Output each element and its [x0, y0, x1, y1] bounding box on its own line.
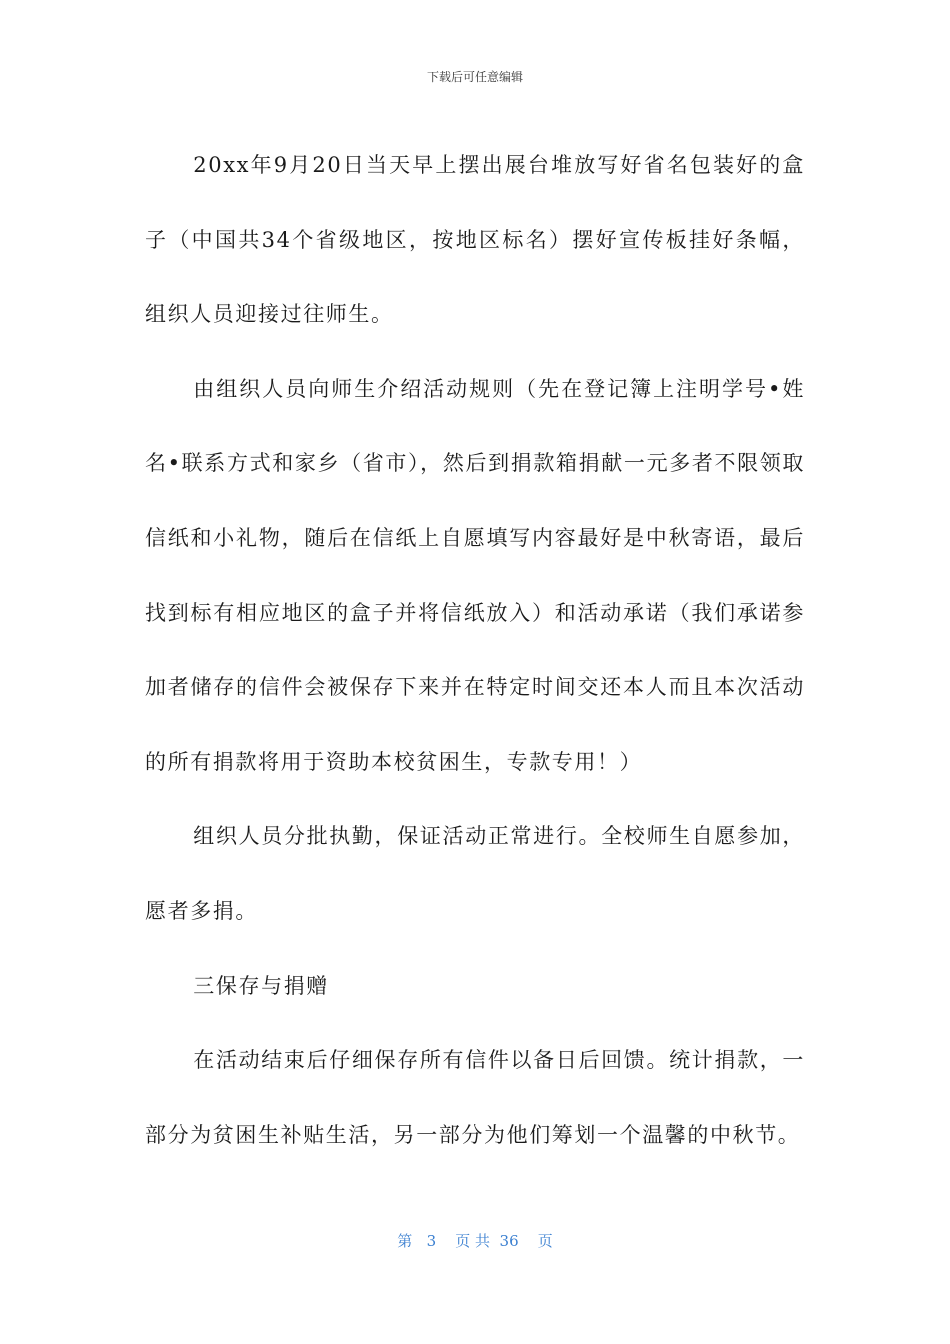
paragraph-rules: 由组织人员向师生介绍活动规则（先在登记簿上注明学号•姓名•联系方式和家乡（省市），然后到捐款箱捐献一元多者不限领取信纸和小礼物，随后在信纸上自愿填写内容最好是中秋寄语，最后找到标有相应地区的盒子并将信纸放入）和活动承诺（我们承诺参加者储存的信件会被保存下来并在特定时间交还本人而且本次活动的所有捐款将用于资助本校贫困生，专款专用！） — [145, 376, 805, 774]
header-note: 下载后可任意编辑 — [426, 70, 523, 84]
footer-current-page: 3 — [426, 1232, 437, 1250]
footer-prefix: 第 — [397, 1232, 413, 1250]
paragraph-duty: 组织人员分批执勤，保证活动正常进行。全校师生自愿参加，愿者多捐。 — [145, 824, 805, 923]
paragraph-preservation: 在活动结束后仔细保存所有信件以备日后回馈。统计捐款，一部分为贫困生补贴生活，另一部分为他们筹划一个温馨的中秋节。 — [145, 1048, 805, 1147]
paragraph-setup: 20xx年9月20日当天早上摆出展台堆放写好省名包装好的盒子（中国共34个省级地区，按地区标名）摆好宣传板挂好条幅，组织人员迎接过往师生。 — [145, 153, 805, 327]
section-heading: 三保存与捐赠 — [193, 973, 329, 998]
footer-suffix: 页 — [537, 1232, 553, 1250]
document-body — [145, 128, 805, 1172]
footer-mid: 页 共 — [455, 1232, 490, 1250]
footer-total-pages: 36 — [499, 1232, 519, 1250]
page-footer — [0, 1230, 950, 1251]
